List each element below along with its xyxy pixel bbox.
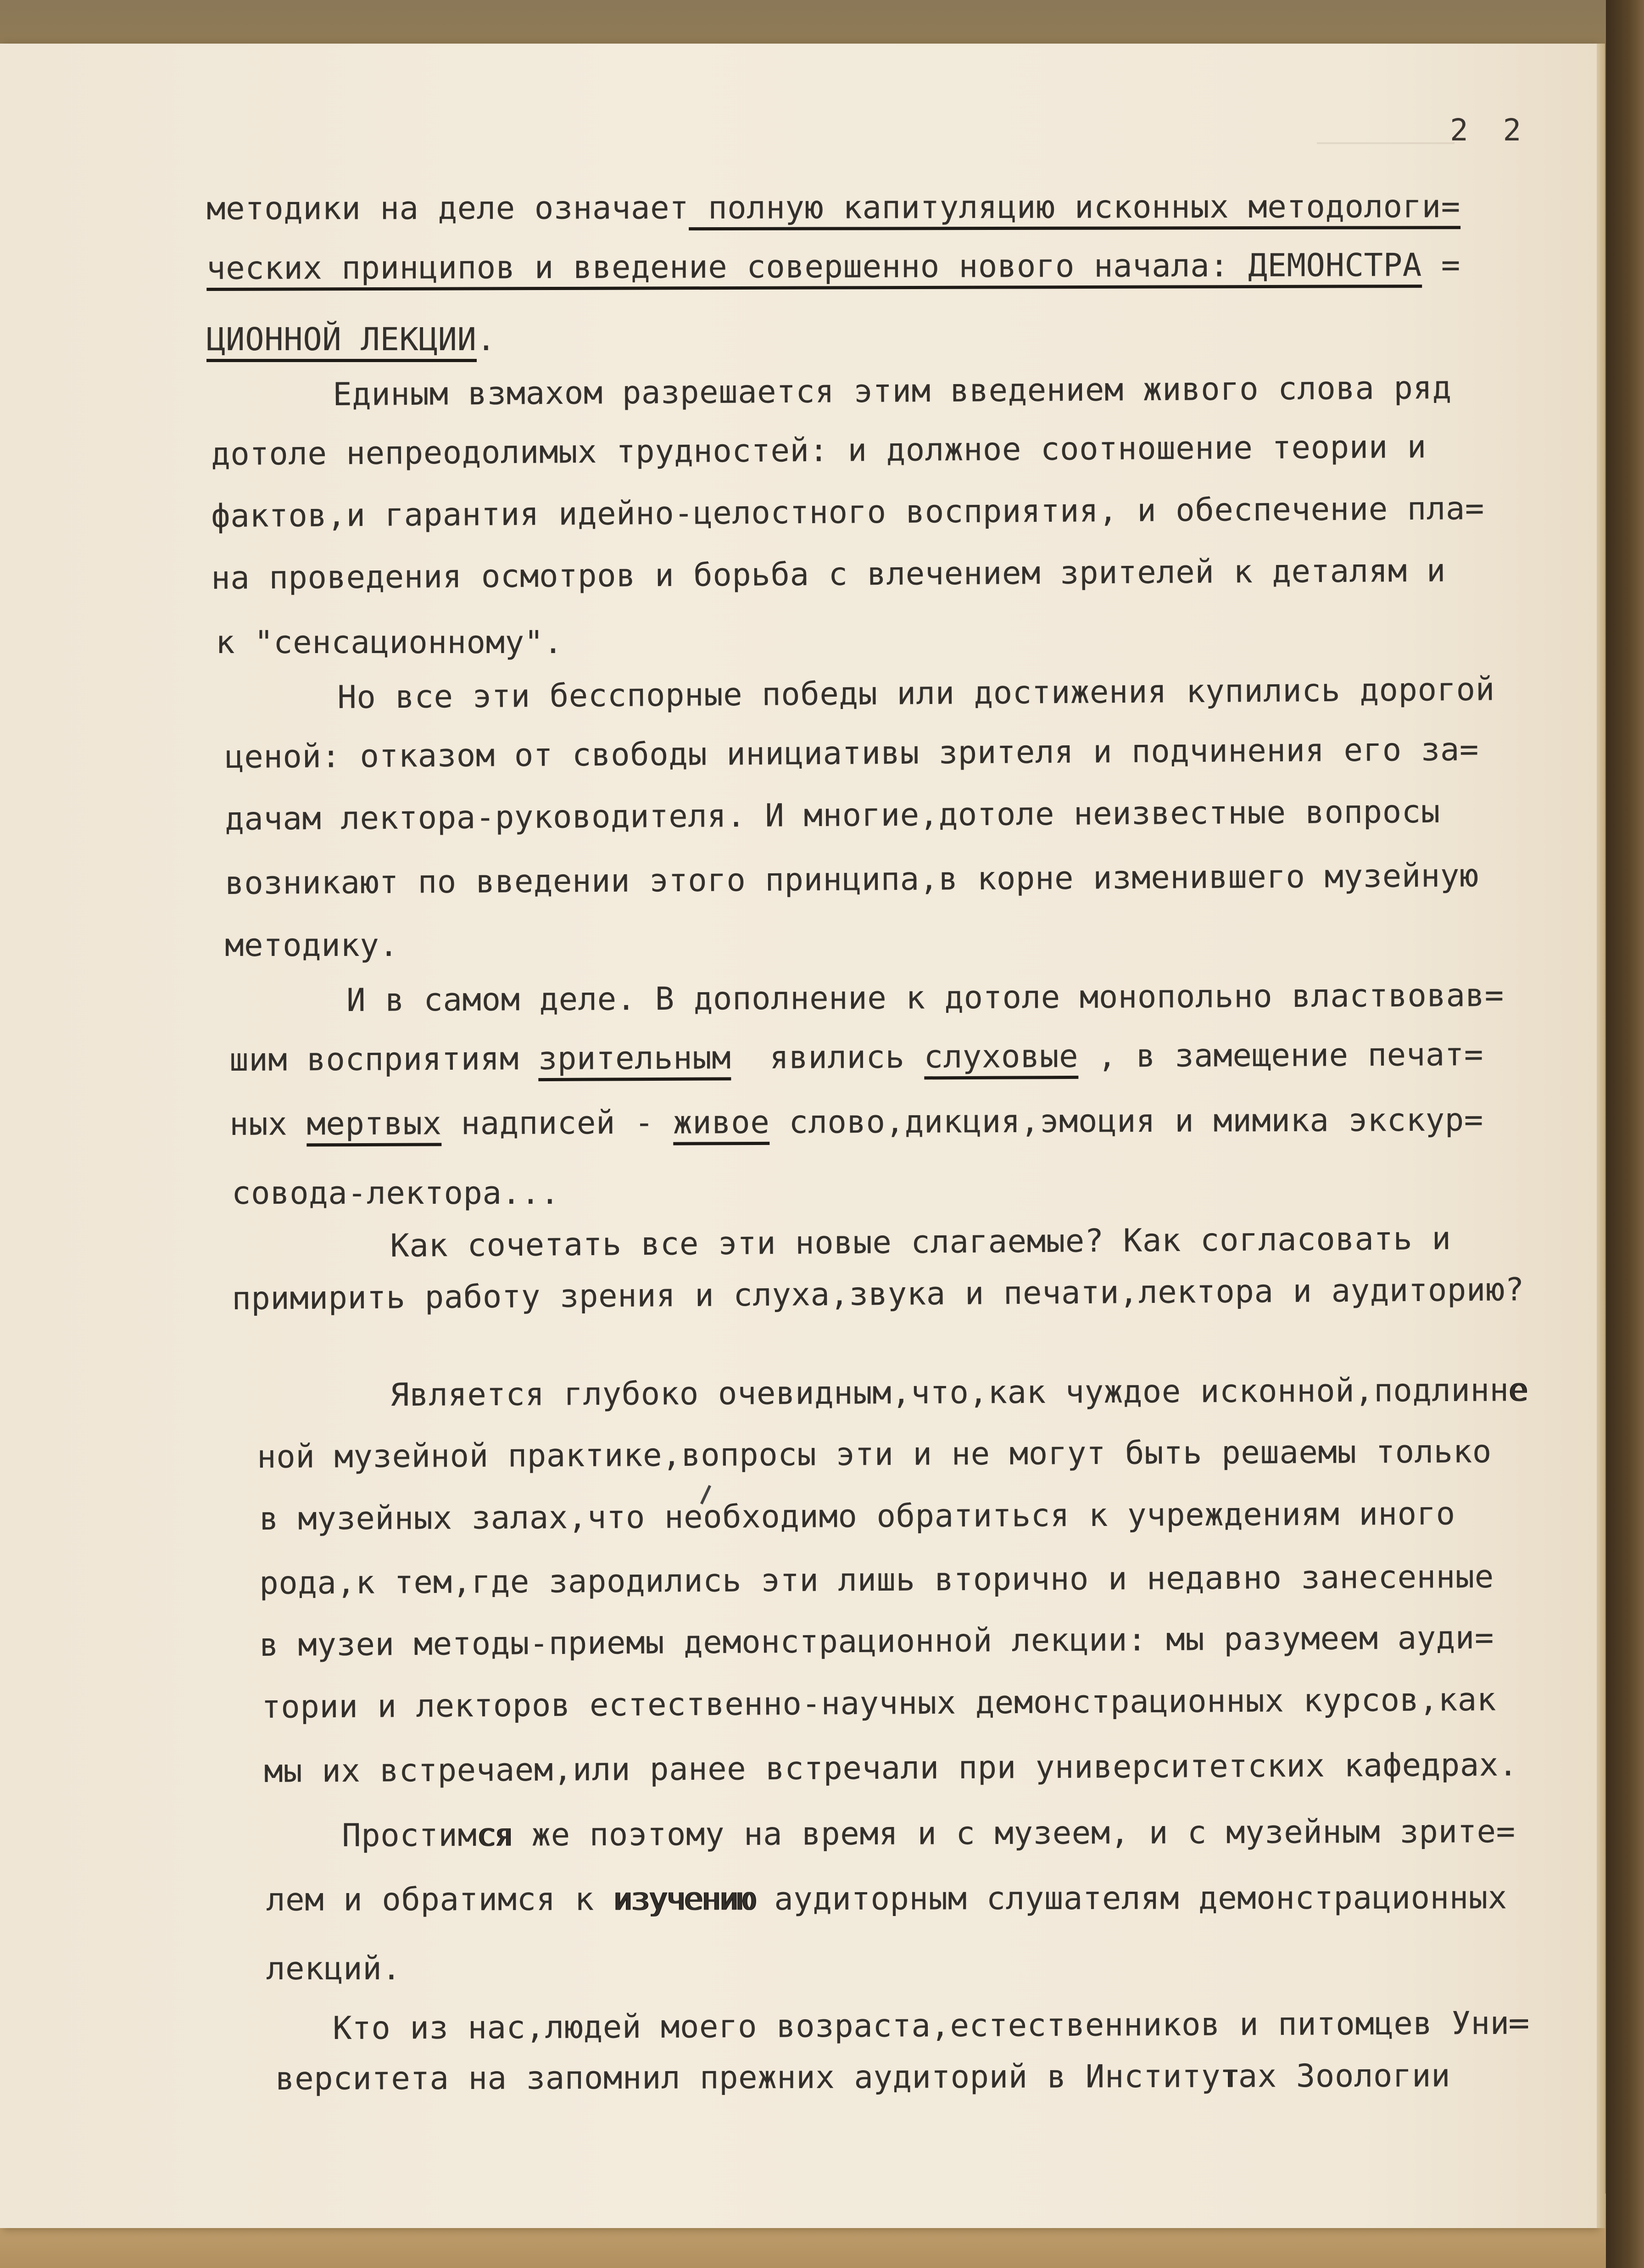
text-segment: в музеи методы-приемы демонстрационной лекции: мы разумеем ауди= [259,1619,1494,1664]
text-segment: Кто из нас,людей моего возраста,естественников и питомцев Уни [333,2005,1510,2047]
text-line [229,1036,1483,1078]
text-line [211,429,1427,473]
text-line [346,977,1504,1019]
text-segment: же поэтому на время и с музеем, и с музейным зрите= [512,1813,1516,1854]
text-segment: совода-лектора... [232,1175,560,1212]
text-segment: Как сочетать все эти новые слагаемые? Как согласовать и [390,1220,1451,1264]
text-segment: Единым взмахом разрешается этим введением живого слова ряд [333,369,1452,413]
text-line [211,490,1484,535]
text-segment: , в замещение печат= [1078,1036,1484,1075]
text-line [225,793,1440,838]
text-segment: дотоле непреодолимых трудностей: и должное соотношение теории и [211,428,1427,473]
text-segment: мы их встречаем,или ранее встречали при университетских кафедрах. [264,1746,1518,1790]
folder-binding [1606,0,1644,2268]
text-line [206,188,1460,227]
text-segment: фактов,и гарантия идейно-целостного восприятия, и обеспечение пла= [211,490,1485,535]
text-segment: верситета на запомнил прежних аудиторий в Институ [275,2058,1221,2097]
text-segment: методики на деле означает [206,190,689,227]
text-segment: И в самом деле. В дополнение к дотоле монопольно властвовав= [346,977,1504,1019]
text-line [342,1813,1516,1854]
overtyped-text: ся [477,1816,513,1854]
underlined-text: живое [673,1104,770,1145]
text-segment: . [476,321,496,358]
text-segment: ных [229,1106,307,1143]
text-line [259,1496,1455,1537]
text-segment: в музейных залах,что необходимо обратиться к учреждениям иного [259,1495,1455,1537]
text-segment: ах Зоологии [1238,2057,1451,2095]
text-line [206,247,1460,287]
text-line [390,1220,1451,1264]
overtyped-text: изучению [613,1881,755,1918]
text-segment: методику. [225,927,399,964]
text-line [275,2057,1450,2097]
text-line [232,1175,560,1212]
text-segment: ценой: отказом от свободы инициативы зрителя и подчинения его за= [225,731,1479,776]
text-segment: явились [731,1039,924,1077]
text-segment: аудиторным слушателям демонстрационных [755,1879,1507,1918]
underlined-text: ческих принципов и введение совершенно нового начала: ДЕМОНСТРА [206,247,1422,291]
faded-stamp-mark [1317,110,1455,144]
text-line [259,1559,1494,1602]
text-line [262,1681,1496,1726]
page-edge [1597,44,1605,2228]
text-line [257,1433,1492,1475]
underlined-text: ЦИОННОЙ ЛЕКЦИИ [206,321,477,362]
text-line [225,731,1479,776]
text-line [266,1879,1507,1918]
underlined-text: слуховые [924,1038,1079,1079]
text-line [206,321,496,358]
text-line [266,1950,401,1987]
overtyped-text: = [1509,2005,1527,2042]
text-segment: лекций. [266,1950,401,1987]
page-number: 2 2 [1450,112,1530,148]
overtyped-text: е [1509,1372,1527,1409]
text-line [216,624,563,661]
text-line [259,1620,1494,1664]
text-line [229,1101,1483,1143]
text-segment: Является глубоко очевидным,что,как чуждое исконной,подлинн [390,1372,1509,1413]
text-segment: на проведения осмотров и борьба с влечением зрителей к деталям и [211,552,1446,597]
text-line [225,927,398,964]
text-segment: возникают по введении этого принципа,в корне изменившего музейную [225,857,1479,902]
text-segment: Простим [342,1816,477,1854]
text-segment: рода,к тем,где зародились эти лишь вторично и недавно занесенные [259,1558,1494,1602]
text-segment: надписей - [441,1104,674,1142]
text-line [264,1747,1518,1790]
text-segment: Но все эти бесспорные победы или достижения купились дорогой [337,671,1495,716]
underlined-text: полную капитуляцию исконных методологи= [689,188,1460,230]
text-segment: к "сенсационному". [216,624,563,661]
underlined-text: мертвых [307,1105,442,1146]
overtyped-text: т [1220,2058,1238,2095]
text-line [333,2005,1527,2047]
text-line [211,553,1446,597]
underlined-text: зрительным [538,1039,731,1081]
text-line [333,369,1452,413]
text-segment: дачам лектора-руководителя. И многие,дотоле неизвестные вопросы [225,793,1441,838]
text-line [225,857,1479,902]
text-segment: = [1421,246,1460,284]
text-segment: тории и лекторов естественно-научных демонстрационных курсов,как [262,1681,1497,1726]
text-segment: шим восприятиям [229,1040,539,1078]
text-segment: ной музейной практике,вопросы эти и не могут быть решаемы только [257,1433,1492,1475]
text-segment: примирить работу зрения и слуха,звука и печати,лектора и аудиторию? [232,1271,1525,1317]
text-segment: лем и обратимся к [266,1881,613,1918]
text-line [390,1372,1527,1413]
text-segment: слово,дикция,эмоция и мимика экскур= [769,1101,1483,1141]
